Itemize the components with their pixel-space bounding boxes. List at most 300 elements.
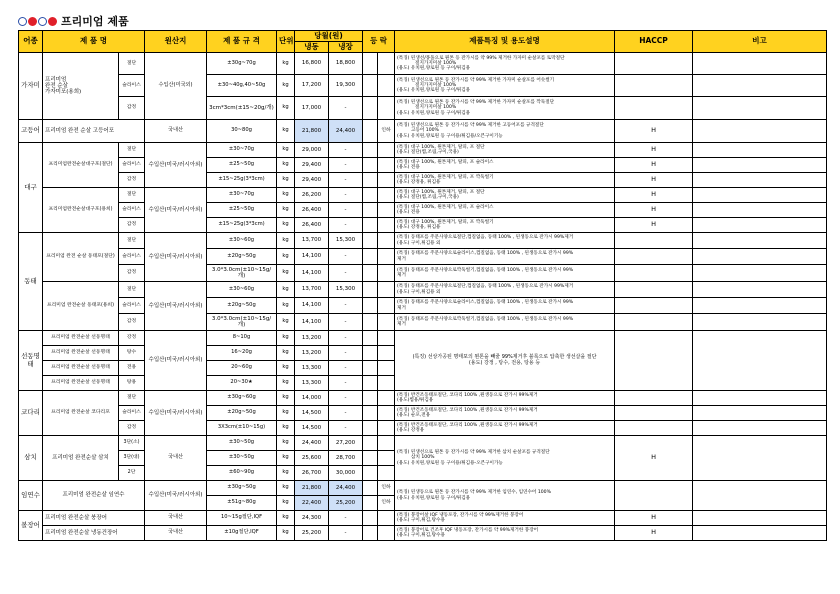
spec-cell: 3cm*3cm(±15~20g/개) <box>207 97 277 120</box>
header-chilled: 냉장 <box>329 42 363 53</box>
table-row <box>19 265 827 282</box>
chilled-price: 24,400 <box>329 481 363 496</box>
product-name: 프리미엄완전순살대구포(용희) <box>43 188 119 233</box>
frozen-price: 26,400 <box>295 203 329 218</box>
cut-type: 3단(대) <box>119 451 145 466</box>
header-category: 어종 <box>19 31 43 53</box>
spec-cell: ±30~70g <box>207 188 277 203</box>
frozen-price: 29,000 <box>295 143 329 158</box>
grade-cell <box>363 361 378 376</box>
desc-line: 절지가지미살 100% <box>415 60 457 66</box>
cut-type: 탕수 <box>119 346 145 361</box>
header-frozen: 냉동 <box>295 42 329 53</box>
frozen-price: 13,200 <box>295 331 329 346</box>
haccp-cell <box>615 53 693 75</box>
spec-cell: ±30~50g <box>207 436 277 451</box>
grade-cell <box>378 188 395 203</box>
cut-type: 절단 <box>119 188 145 203</box>
spec-cell: ±60~90g <box>207 466 277 481</box>
cut-type: 감정 <box>119 314 145 331</box>
desc-cell <box>395 53 615 75</box>
frozen-price: 22,400 <box>295 496 329 511</box>
frozen-price: 25,200 <box>295 526 329 541</box>
haccp-cell: H <box>615 218 693 233</box>
unit-cell: kg <box>277 143 295 158</box>
frozen-price: 26,400 <box>295 218 329 233</box>
cut-type: 감정 <box>119 421 145 436</box>
desc-cell <box>395 298 615 314</box>
haccp-cell: H <box>615 511 693 526</box>
unit-cell: kg <box>277 466 295 481</box>
unit-cell: kg <box>277 233 295 249</box>
chilled-price: - <box>329 511 363 526</box>
page-title: 프리미엄 제품 <box>61 15 129 28</box>
unit-cell: kg <box>277 298 295 314</box>
grade-cell <box>363 249 378 265</box>
desc-cell <box>395 481 615 511</box>
desc-line: 고등어 100% <box>411 128 439 134</box>
table-row <box>19 188 827 203</box>
spec-cell: ±30g~50g <box>207 481 277 496</box>
note-cell <box>693 188 827 203</box>
grade-cell <box>378 331 395 346</box>
table-row <box>19 391 827 406</box>
cut-type: 전용 <box>119 361 145 376</box>
grade-cell <box>363 265 378 282</box>
origin-cell: 수입산(미국/러시아외) <box>145 481 207 511</box>
frozen-price: 14,000 <box>295 391 329 406</box>
note-cell <box>693 158 827 173</box>
table-row <box>19 298 827 314</box>
spec-cell: 3X3cm(±10~15g) <box>207 421 277 436</box>
desc-cell <box>395 526 615 541</box>
grade-cell <box>378 466 395 481</box>
grade-cell: 인하 <box>378 120 395 143</box>
note-cell <box>693 282 827 298</box>
spec-cell: ±30~50g <box>207 451 277 466</box>
desc-line: (용도) 절단(찜,조림,구이,국용) <box>397 150 459 155</box>
cut-type: 감정 <box>119 97 145 120</box>
frozen-price: 21,800 <box>295 120 329 143</box>
product-name: 프리미엄 완전순살 붕장어 <box>43 511 145 526</box>
grade-cell <box>363 158 378 173</box>
chilled-price: - <box>329 391 363 406</box>
desc-line: (특징) 된생선으로 뭔톤 등 잔가시를 약 99% 제거한 가자미 순살포를 깍둑절단 <box>397 100 555 106</box>
spec-cell: ±20g~50g <box>207 249 277 265</box>
grade-cell <box>378 158 395 173</box>
header-unit: 단위 <box>277 31 295 53</box>
grade-cell <box>363 436 378 451</box>
desc-line: (특징) 동태포를 주문사양으로깍둑썰기,껍질없음, 동태 100% , 된생동으로 잔가시 99% <box>397 267 574 273</box>
header-price: 당월(원) <box>295 31 363 42</box>
grade-cell <box>378 97 395 120</box>
table-row <box>19 173 827 188</box>
category-cell: 임연수 <box>19 481 43 511</box>
price-table <box>18 30 827 541</box>
grade-cell <box>378 406 395 421</box>
desc-line: 제거 <box>397 305 406 311</box>
spec-cell: ±30~60g <box>207 233 277 249</box>
unit-cell: kg <box>277 436 295 451</box>
product-name: 프리미엄 완전순살 삼치 <box>43 436 119 481</box>
frozen-price: 14,500 <box>295 406 329 421</box>
frozen-price: 14,100 <box>295 265 329 282</box>
category-cell: 가자미 <box>19 53 43 120</box>
note-cell <box>693 406 827 421</box>
unit-cell: kg <box>277 361 295 376</box>
grade-cell <box>363 143 378 158</box>
grade-cell <box>378 233 395 249</box>
grade-cell <box>363 97 378 120</box>
desc-line: 삼치 100% <box>411 455 435 461</box>
page-header <box>18 13 129 29</box>
spec-cell: ±15~25g(3*3cm) <box>207 218 277 233</box>
desc-cell <box>395 233 615 249</box>
origin-cell: 수입산(미국/러시아외) <box>145 391 207 436</box>
note-cell <box>693 249 827 265</box>
unit-cell: kg <box>277 391 295 406</box>
grade-cell <box>363 451 378 466</box>
haccp-cell <box>615 421 693 436</box>
grade-cell <box>378 282 395 298</box>
origin-cell: 수입산(미국외) <box>145 53 207 120</box>
grade-cell: 인하 <box>378 496 395 511</box>
cut-type: 절단 <box>119 282 145 298</box>
spec-cell: ±10g절단,IQF <box>207 526 277 541</box>
chilled-price: - <box>329 203 363 218</box>
cut-type: 슬라이스 <box>119 249 145 265</box>
spec-cell: 3.0*3.0cm(±10~15g/개) <box>207 265 277 282</box>
product-name: 프리미엄 완전순살 선동명태 <box>43 331 119 346</box>
note-cell <box>693 218 827 233</box>
table-row <box>19 218 827 233</box>
spec-cell: ±15~25g(3*3cm) <box>207 173 277 188</box>
product-name: 프리미엄 완전순살 동태포(용희) <box>43 282 119 331</box>
chilled-price: - <box>329 173 363 188</box>
grade-cell <box>378 346 395 361</box>
desc-line: (특징) 된생선/몽돌으로 뭔톤 등 잔가시를 약 99% 제거한 가자미 순살포를 토막절단 <box>397 55 565 61</box>
desc-line: (용도) 순포,전용 <box>397 413 431 418</box>
frozen-price: 21,800 <box>295 481 329 496</box>
spec-cell: 16~20g <box>207 346 277 361</box>
grade-cell <box>363 314 378 331</box>
desc-line: (특징) 동태포를 주문사양으로절단,껍질없음, 동태 100% , 된생동으로 잔가시 99%제거 <box>397 235 574 241</box>
table-row <box>19 249 827 265</box>
cut-type: 강정 <box>119 331 145 346</box>
product-name: 프리미엄 완전순살 선동명태 <box>43 346 119 361</box>
table-row <box>19 436 827 451</box>
unit-cell: kg <box>277 188 295 203</box>
unit-cell: kg <box>277 265 295 282</box>
frozen-price: 13,300 <box>295 361 329 376</box>
haccp-cell <box>615 298 693 314</box>
cut-type: 슬라이스 <box>119 298 145 314</box>
unit-cell: kg <box>277 173 295 188</box>
spec-cell: ±30~40g,40~50g <box>207 75 277 97</box>
grade-cell <box>363 406 378 421</box>
cut-type: 슬라이스 <box>119 406 145 421</box>
grade-cell <box>363 298 378 314</box>
desc-cell <box>395 436 615 481</box>
desc-cell <box>395 203 615 218</box>
note-cell <box>693 298 827 314</box>
frozen-price: 24,300 <box>295 511 329 526</box>
chilled-price: - <box>329 376 363 391</box>
note-cell <box>693 143 827 158</box>
desc-line: (용도) 강정 , 탕수, 전용, 탕용 등 <box>468 359 541 366</box>
desc-line: (용도) 유치원,양로원 등 구이/튀김용 <box>397 66 471 72</box>
origin-cell: 수입산(미국/러시아외) <box>145 188 207 233</box>
grade-cell <box>363 188 378 203</box>
desc-line: 제거 <box>397 256 406 262</box>
product-name-text: 프리미엄 완전 순살 가자미포(용희) <box>45 76 82 96</box>
frozen-price: 29,400 <box>295 173 329 188</box>
grade-cell <box>363 466 378 481</box>
desc-line: (특징) 대구 100%, 뭔톤제거, 탈피, 포 깍둑썰기 <box>397 219 494 225</box>
table-row <box>19 406 827 421</box>
desc-cell <box>395 511 615 526</box>
category-cell: 선동명태 <box>19 331 43 391</box>
unit-cell: kg <box>277 203 295 218</box>
category-cell: 볼장어 <box>19 511 43 541</box>
header-haccp: HACCP <box>615 31 693 53</box>
header-origin: 원산지 <box>145 31 207 53</box>
table-row <box>19 158 827 173</box>
grade-cell <box>378 218 395 233</box>
desc-line: (특징) 대구 100%, 뭔톤제거, 탈피, 포 절단 <box>397 144 485 150</box>
haccp-cell <box>615 406 693 421</box>
desc-line: (특징) 선상가공된 명태포의 뭔톤을 빼줄 99%제거후 블록으로 압축한 생선살을 절단 <box>412 353 597 360</box>
grade-cell <box>363 203 378 218</box>
desc-cell <box>395 97 615 120</box>
desc-cell <box>395 120 615 143</box>
frozen-price: 17,000 <box>295 97 329 120</box>
product-name <box>43 53 119 120</box>
haccp-cell <box>615 282 693 298</box>
grade-cell <box>363 511 378 526</box>
haccp-cell: H <box>615 526 693 541</box>
circle-outline-icon <box>18 17 27 26</box>
spec-cell: 10~15g절단,IQF <box>207 511 277 526</box>
unit-cell: kg <box>277 496 295 511</box>
note-cell <box>693 511 827 526</box>
frozen-price: 13,700 <box>295 233 329 249</box>
chilled-price: 30,000 <box>329 466 363 481</box>
chilled-price: - <box>329 346 363 361</box>
desc-line: (특징) 된생선으로 뭔톤 등 잔가시를 약 99% 제거한 삼치 순살포를 규격절단 <box>397 450 550 456</box>
grade-cell <box>363 331 378 346</box>
circle-outline-icon <box>38 17 47 26</box>
note-cell <box>693 391 827 406</box>
grade-cell <box>363 53 378 75</box>
frozen-price: 13,700 <box>295 282 329 298</box>
desc-line: (용도) 구이,튀김용 외 <box>397 289 441 295</box>
haccp-cell: H <box>615 143 693 158</box>
table-row <box>19 97 827 120</box>
desc-line: (용도) 유치원,양로원 등 구이용/튀김용/오븐구이기능 <box>397 133 503 139</box>
desc-line: 제거 <box>397 322 406 327</box>
cut-type: 슬라이스 <box>119 75 145 97</box>
frozen-price: 14,500 <box>295 421 329 436</box>
desc-line: (용도) 유치원,양로원 등 구이/튀김용 <box>397 88 471 94</box>
grade-cell <box>363 421 378 436</box>
spec-cell: ±30g~60g <box>207 391 277 406</box>
origin-cell: 수입산(미국/러시아외) <box>145 331 207 391</box>
circle-red-icon <box>48 17 57 26</box>
grade-cell <box>363 120 378 143</box>
haccp-cell: H <box>615 203 693 218</box>
category-cell: 코다리 <box>19 391 43 436</box>
chilled-price: - <box>329 421 363 436</box>
frozen-price: 29,400 <box>295 158 329 173</box>
unit-cell: kg <box>277 451 295 466</box>
desc-cell <box>395 158 615 173</box>
product-name: 프리미엄 완전 순살 동태포(절단) <box>43 233 119 282</box>
desc-line: (용도) 강정용 <box>397 428 425 433</box>
grade-cell <box>378 421 395 436</box>
desc-line: (특징) 붕장어로 건조후 IQF 냉동포장, 잔가시를 약 99%제거한 붕장어 <box>397 527 539 533</box>
cut-type: 감정 <box>119 265 145 282</box>
grade-cell <box>363 496 378 511</box>
note-cell <box>693 203 827 218</box>
chilled-price: 15,300 <box>329 282 363 298</box>
haccp-cell <box>615 481 693 511</box>
spec-cell: 3.0*3.0cm(±10~15g/개) <box>207 314 277 331</box>
desc-line: (용도) 구이,튀김,탕수용 <box>397 533 445 538</box>
chilled-price: - <box>329 218 363 233</box>
note-cell <box>693 97 827 120</box>
desc-line: 절지가지미살 100% <box>415 82 457 88</box>
desc-cell <box>395 173 615 188</box>
product-name: 프리미엄 완전순살 선동명태 <box>43 361 119 376</box>
frozen-price: 17,200 <box>295 75 329 97</box>
desc-line: (용도) 유치원,양로원 등 구이/튀김용 <box>397 110 471 116</box>
desc-line: (특징) 대구 100%, 뭔톤제거, 탈피, 포 절단 <box>397 189 485 195</box>
spec-cell: ±30~60g <box>207 282 277 298</box>
desc-line: (특징) 대구 100%, 뭔톤제거, 탈피, 포 슬라이스 <box>397 159 494 165</box>
table-row <box>19 421 827 436</box>
haccp-cell <box>615 265 693 282</box>
chilled-price: - <box>329 406 363 421</box>
haccp-cell <box>615 233 693 249</box>
note-cell <box>693 233 827 249</box>
spec-cell: 20~60g <box>207 361 277 376</box>
desc-cell <box>395 188 615 203</box>
note-cell <box>693 75 827 97</box>
grade-cell <box>378 249 395 265</box>
chilled-price: - <box>329 526 363 541</box>
category-cell: 삼치 <box>19 436 43 481</box>
frozen-price: 14,100 <box>295 249 329 265</box>
unit-cell: kg <box>277 218 295 233</box>
desc-cell <box>395 249 615 265</box>
desc-cell <box>395 421 615 436</box>
unit-cell: kg <box>277 511 295 526</box>
desc-cell <box>395 218 615 233</box>
frozen-price: 16,800 <box>295 53 329 75</box>
frozen-price: 26,200 <box>295 188 329 203</box>
unit-cell: kg <box>277 526 295 541</box>
desc-line: (용도) 강정용, 튀김용 <box>397 225 441 230</box>
grade-cell <box>363 391 378 406</box>
spec-cell: ±30g~70g <box>207 53 277 75</box>
category-cell: 대구 <box>19 143 43 233</box>
desc-line: (용도) 전용 <box>397 165 420 170</box>
desc-cell <box>395 282 615 298</box>
haccp-cell <box>615 75 693 97</box>
chilled-price: 24,400 <box>329 120 363 143</box>
frozen-price: 24,400 <box>295 436 329 451</box>
desc-line: (특징) 동태포를 주문사양으로슬라이스,껍질없음, 동태 100% , 된생동으로 잔가시 99% <box>397 251 574 257</box>
cut-type: 감정 <box>119 218 145 233</box>
spec-cell: ±51g~80g <box>207 496 277 511</box>
chilled-price: - <box>329 298 363 314</box>
spec-cell: 8~10g <box>207 331 277 346</box>
haccp-cell: H <box>615 173 693 188</box>
unit-cell: kg <box>277 376 295 391</box>
cut-type: 감정 <box>119 173 145 188</box>
haccp-cell <box>615 331 693 391</box>
note-cell <box>693 436 827 481</box>
note-cell <box>693 120 827 143</box>
chilled-price: - <box>329 188 363 203</box>
grade-cell <box>378 265 395 282</box>
table-row <box>19 481 827 496</box>
desc-cell <box>395 406 615 421</box>
haccp-cell <box>615 391 693 406</box>
grade-cell <box>378 203 395 218</box>
desc-line: (특징) 동태포를 주문사양으로슬라이스,껍질없음, 동태 100% , 된생동으로 잔가시 99% <box>397 300 574 306</box>
unit-cell: kg <box>277 158 295 173</box>
product-name: 프리미엄 완전순살 코다리포 <box>43 391 119 436</box>
chilled-price: 27,200 <box>329 436 363 451</box>
desc-line: 제거 <box>397 273 406 278</box>
unit-cell: kg <box>277 481 295 496</box>
unit-cell: kg <box>277 331 295 346</box>
desc-line: (특징) 대구 100%, 뭔톤제거, 탈피, 포 깍둑썰기 <box>397 174 494 180</box>
chilled-price: - <box>329 158 363 173</box>
header-note: 비고 <box>693 31 827 53</box>
desc-line: (특징) 동태포를 주문사양으로절단,껍질없음, 동태 100% , 된생동으로 잔가시 99%제거 <box>397 284 574 290</box>
frozen-price: 14,100 <box>295 314 329 331</box>
frozen-price: 25,600 <box>295 451 329 466</box>
cut-type: 절단 <box>119 233 145 249</box>
desc-line: (특징) 된생선으로 뭔톤 등 잔가시를 약 99% 제거한 가자미 순살포를 어슷썰기 <box>397 77 555 83</box>
chilled-price: - <box>329 97 363 120</box>
frozen-price: 13,300 <box>295 376 329 391</box>
frozen-price: 26,700 <box>295 466 329 481</box>
unit-cell: kg <box>277 75 295 97</box>
unit-cell: kg <box>277 120 295 143</box>
table-row <box>19 75 827 97</box>
grade-cell <box>378 143 395 158</box>
chilled-price: - <box>329 314 363 331</box>
origin-cell: 국내산 <box>145 511 207 526</box>
product-name: 프리미엄 완전순살 냉동건장어 <box>43 526 145 541</box>
chilled-price: - <box>329 143 363 158</box>
product-name: 프리미엄 완전순살 선동명태 <box>43 376 119 391</box>
note-cell <box>693 53 827 75</box>
chilled-price: 25,200 <box>329 496 363 511</box>
spec-cell: ±25~50g <box>207 158 277 173</box>
grade-cell <box>378 361 395 376</box>
category-cell: 고등어 <box>19 120 43 143</box>
header-row <box>19 31 827 42</box>
origin-cell: 국내산 <box>145 120 207 143</box>
note-cell <box>693 481 827 511</box>
header-desc: 제품특징 및 용도설명 <box>395 31 615 53</box>
unit-cell: kg <box>277 346 295 361</box>
